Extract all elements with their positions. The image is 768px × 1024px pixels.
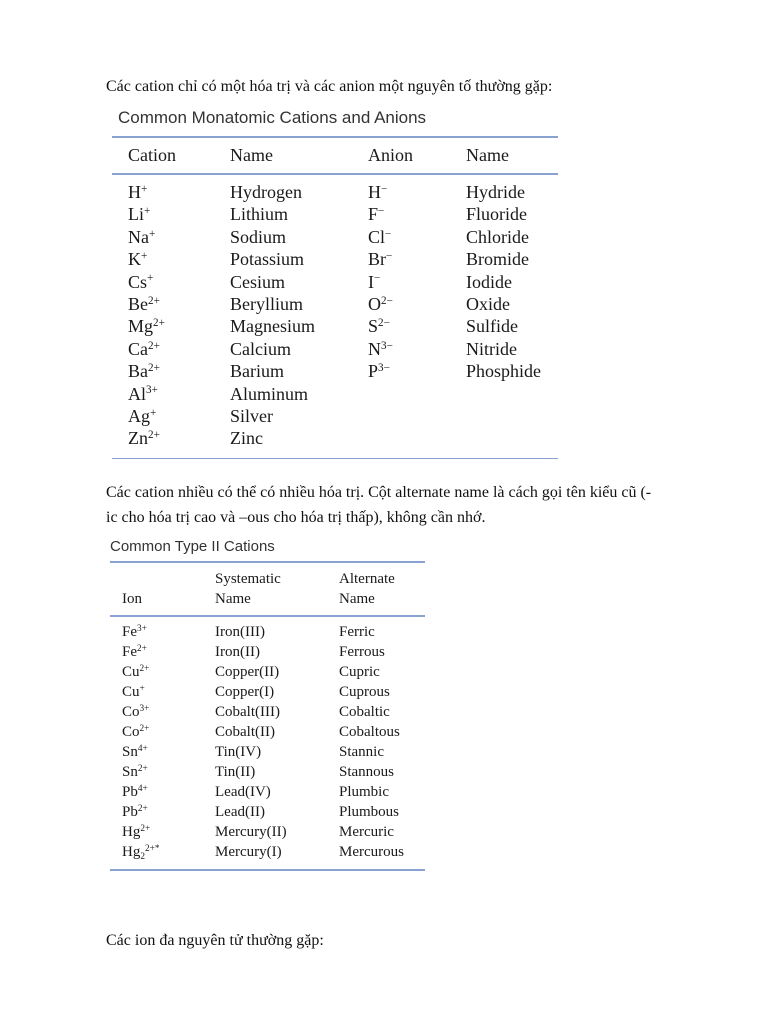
intro-paragraph-2: [106, 480, 716, 530]
ion-symbol: Ca: [128, 338, 148, 359]
alternate-name-cell: Cobaltous: [339, 724, 400, 740]
ion-charge: +: [144, 205, 151, 218]
ion-charge: 2+: [148, 429, 160, 442]
table-title: Common Monatomic Cations and Anions: [118, 108, 427, 127]
ion-cell: [122, 724, 149, 741]
cation-name-cell: Sodium: [230, 226, 287, 247]
header-cation-name: Name: [230, 145, 273, 165]
anion-name-cell: Bromide: [466, 249, 529, 270]
alternate-name-cell: Cupric: [339, 664, 380, 680]
ion-charge: 2+: [139, 723, 150, 734]
ion-symbol: Cu: [122, 684, 140, 700]
table-top-rule: [112, 136, 558, 138]
ion-cell: [122, 664, 149, 681]
alternate-name-cell: Cuprous: [339, 684, 390, 700]
intro-paragraph-2-line-2: ic cho hóa trị cao và –ous cho hóa trị thấp), không cần nhớ.: [106, 509, 486, 526]
alternate-name-cell: Mercuric: [339, 824, 394, 840]
ion-cell: [122, 744, 148, 761]
table-title: Common Type II Cations: [110, 538, 275, 555]
anion-cell: [368, 361, 390, 382]
systematic-name-cell: Cobalt(II): [215, 724, 275, 740]
cation-cell: [128, 361, 160, 382]
anion-cell: [368, 227, 391, 248]
alternate-name-cell: Ferrous: [339, 644, 385, 660]
ion-symbol: I: [368, 271, 374, 292]
ion-symbol: Cu: [122, 664, 140, 680]
cation-cell: [128, 294, 160, 315]
systematic-name-cell: Iron(II): [215, 644, 260, 660]
ion-charge: +: [141, 182, 148, 195]
cation-name-cell: Zinc: [230, 428, 263, 449]
ion-charge: 2−: [381, 294, 393, 307]
ion-symbol: N: [368, 338, 381, 359]
ion-symbol: Br: [368, 249, 386, 270]
ion-charge: 2+: [137, 643, 147, 654]
cation-cell: [128, 272, 153, 293]
systematic-name-cell: Iron(III): [215, 624, 265, 640]
ion-symbol: Be: [128, 294, 148, 314]
header-alternate-line-1: Alternate: [339, 571, 395, 587]
cation-cell: [128, 227, 155, 248]
cation-cell: [128, 428, 160, 449]
ion-symbol: Sn: [122, 744, 138, 760]
table-bottom-rule: [112, 458, 558, 459]
ion-symbol: Cs: [128, 271, 148, 292]
systematic-name-cell: Lead(IV): [215, 784, 271, 800]
cation-cell: [128, 406, 156, 427]
ion-charge: 4+: [137, 743, 148, 754]
ion-cell: [122, 824, 150, 841]
ion-charge: +: [139, 683, 145, 694]
intro-paragraph-3: Các ion đa nguyên tử thường gặp:: [106, 932, 324, 949]
systematic-name-cell: Tin(IV): [215, 744, 262, 760]
cation-name-cell: Beryllium: [230, 294, 303, 314]
ion-charge: 4+: [137, 783, 148, 794]
ion-charge: 2+: [148, 294, 160, 307]
ion-cell: [122, 804, 148, 821]
alternate-name-cell: Stannic: [339, 744, 384, 760]
cation-name-cell: Magnesium: [230, 316, 315, 337]
ion-symbol: H: [368, 182, 381, 202]
ion-cell: [122, 844, 160, 861]
header-systematic-line-2: Name: [215, 591, 251, 607]
ion-symbol: O: [368, 294, 381, 314]
ion-charge: −: [386, 250, 393, 263]
anion-name-cell: Fluoride: [466, 204, 527, 225]
cation-name-cell: Cesium: [230, 271, 286, 292]
cation-cell: [128, 384, 158, 405]
ion-symbol: Sn: [122, 764, 138, 780]
ion-charge: 2+: [137, 803, 148, 814]
ion-symbol: Hg: [122, 844, 141, 860]
ion-symbol: K: [128, 249, 141, 270]
ion-charge: 3−: [381, 339, 393, 352]
ion-symbol: F: [368, 204, 379, 225]
table-header-rule: [112, 173, 558, 175]
ion-cell: [122, 784, 148, 801]
ion-symbol: Al: [128, 383, 146, 404]
ion-charge: 3+: [139, 703, 150, 714]
ion-charge: 2+: [139, 663, 150, 674]
anion-name-cell: Hydride: [466, 182, 525, 202]
ion-charge: 2+: [153, 317, 165, 330]
ion-cell: [122, 644, 147, 661]
alternate-name-cell: Mercurous: [339, 844, 404, 860]
header-cation: Cation: [128, 145, 176, 165]
ion-charge: +: [141, 250, 148, 263]
header-anion-name: Name: [466, 145, 509, 165]
ion-charge: 2+: [137, 763, 148, 774]
ion-symbol: Zn: [128, 428, 148, 449]
ion-symbol: Fe: [122, 644, 137, 660]
anion-name-cell: Chloride: [466, 226, 529, 247]
ion-charge: 3−: [378, 362, 390, 375]
ion-charge: 3+: [146, 384, 158, 397]
anion-cell: [368, 272, 380, 293]
table-bottom-rule: [110, 869, 425, 871]
ion-charge: −: [374, 272, 381, 285]
systematic-name-cell: Tin(II): [215, 764, 256, 780]
ion-symbol: S: [368, 316, 379, 337]
anion-cell: [368, 294, 393, 315]
alternate-name-cell: Plumbous: [339, 804, 400, 820]
ion-charge: −: [385, 227, 392, 240]
intro-paragraph-2-line-1: Các cation nhiều có thể có nhiều hóa trị. Cột alternate name là cách gọi tên kiểu cũ (-: [106, 484, 652, 501]
ion-symbol: Hg: [122, 824, 141, 840]
ion-symbol: Mg: [128, 316, 154, 337]
ion-cell: [122, 684, 145, 701]
anion-name-cell: Sulfide: [466, 316, 518, 337]
ion-charge: +: [150, 406, 157, 419]
ion-symbol: Ba: [128, 361, 148, 382]
cation-name-cell: Aluminum: [230, 383, 309, 404]
ion-symbol: H: [128, 182, 141, 202]
systematic-name-cell: Lead(II): [215, 804, 265, 820]
ion-cell: [122, 764, 148, 781]
anion-name-cell: Oxide: [466, 294, 510, 314]
cation-name-cell: Barium: [230, 361, 284, 382]
systematic-name-cell: Mercury(I): [215, 844, 282, 860]
anion-cell: [368, 204, 384, 225]
ion-subscript: 2: [140, 851, 145, 862]
ion-symbol: Fe: [122, 624, 137, 640]
cation-name-cell: Calcium: [230, 338, 291, 359]
ion-cell: [122, 704, 149, 721]
alternate-name-cell: Plumbic: [339, 784, 390, 800]
table-top-rule: [110, 561, 425, 563]
cation-cell: [128, 339, 160, 360]
anion-cell: [368, 316, 390, 337]
ion-cell: [122, 624, 147, 641]
ion-charge: −: [381, 182, 388, 195]
ion-charge: +: [147, 272, 154, 285]
header-anion: Anion: [368, 145, 413, 165]
ion-charge: 2+: [148, 362, 160, 375]
cation-name-cell: Lithium: [230, 204, 288, 225]
cation-cell: [128, 182, 147, 203]
intro-paragraph-1: Các cation chỉ có một hóa trị và các anion một nguyên tố thường gặp:: [106, 78, 553, 95]
header-systematic-line-1: Systematic: [215, 571, 281, 587]
anion-cell: [368, 182, 387, 203]
alternate-name-cell: Cobaltic: [339, 704, 390, 720]
cation-name-cell: Potassium: [230, 249, 305, 270]
cation-cell: [128, 249, 147, 270]
cation-name-cell: Hydrogen: [230, 182, 302, 202]
cation-cell: [128, 316, 165, 337]
ion-charge: 2+: [148, 339, 160, 352]
table-header-rule: [110, 615, 425, 617]
systematic-name-cell: Mercury(II): [215, 824, 287, 840]
ion-symbol: Na: [128, 226, 149, 247]
ion-charge: −: [378, 205, 385, 218]
anion-name-cell: Iodide: [466, 271, 512, 292]
ion-symbol: Pb: [122, 784, 138, 800]
systematic-name-cell: Copper(II): [215, 664, 280, 680]
ion-charge: 3+: [137, 623, 147, 634]
ion-symbol: Co: [122, 704, 140, 720]
ion-charge: +: [149, 227, 156, 240]
ion-charge: 2−: [378, 317, 390, 330]
alternate-name-cell: Ferric: [339, 624, 375, 640]
ion-symbol: Pb: [122, 804, 138, 820]
systematic-name-cell: Copper(I): [215, 684, 275, 700]
ion-symbol: Cl: [368, 226, 386, 247]
anion-cell: [368, 339, 393, 360]
ion-symbol: Co: [122, 724, 140, 740]
header-alternate-line-2: Name: [339, 591, 375, 607]
ion-symbol: P: [368, 361, 379, 382]
header-ion: Ion: [122, 591, 142, 607]
ion-symbol: Li: [128, 204, 144, 225]
cation-name-cell: Silver: [230, 406, 273, 426]
ion-charge: 2+: [140, 823, 151, 834]
ion-charge: 2+*: [145, 843, 160, 854]
systematic-name-cell: Cobalt(III): [215, 704, 280, 720]
anion-cell: [368, 249, 392, 270]
anion-name-cell: Nitride: [466, 338, 517, 359]
cation-cell: [128, 204, 150, 225]
alternate-name-cell: Stannous: [339, 764, 395, 780]
ion-symbol: Ag: [128, 406, 150, 426]
anion-name-cell: Phosphide: [466, 361, 542, 382]
